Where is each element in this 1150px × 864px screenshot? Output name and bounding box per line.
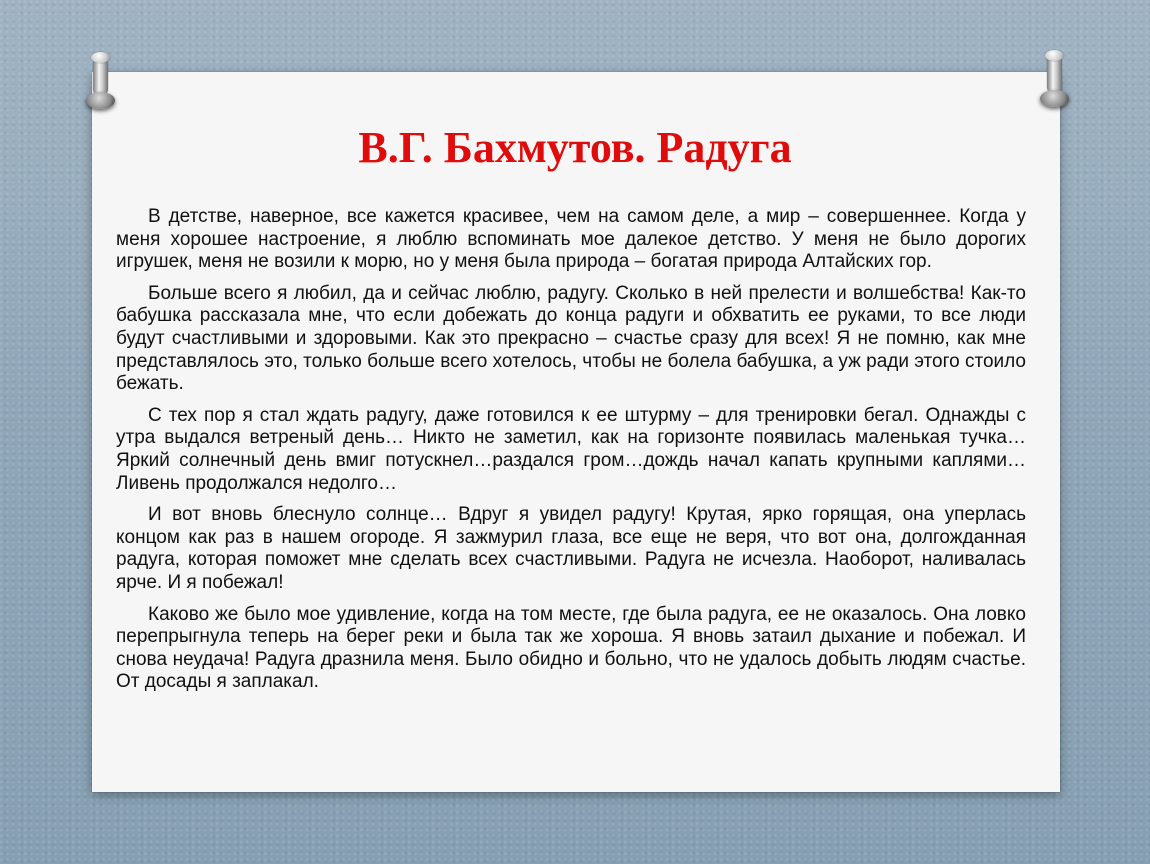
pin-head — [1040, 90, 1069, 107]
paragraph-3: С тех пор я стал ждать радугу, даже готовился к ее штурму – для тренировки бегал. Однажды с утра выдался ветреный день… Никто не заметил, как на горизонте появилась маленькая тучка… Яркий солнечный день вмиг потускнел…раздался гром…дождь начал капать крупными каплями… Ливень продолжался недолго… — [116, 404, 1026, 494]
pin-head — [86, 92, 115, 109]
paragraph-5: Каково же было мое удивление, когда на том месте, где была радуга, ее не оказалось. Она ловко перепрыгнула теперь на берег реки и была так же хороша. Я вновь затаил дыхание и побежал. И снова неудача! Радуга дразнила меня. Было обидно и больно, что не удалось добыть людям счастье. От досады я заплакал. — [116, 603, 1026, 693]
right-pushpin-icon — [1034, 54, 1074, 110]
story-text — [116, 206, 1026, 703]
pin-cap — [1045, 50, 1064, 61]
slide-title: В.Г. Бахмутов. Радуга — [358, 123, 792, 172]
paragraph-1: В детстве, наверное, все кажется красивее, чем на самом деле, а мир – совершеннее. Когда у меня хорошее настроение, я люблю вспоминать мое далекое детство. У меня не было дорогих игрушек, меня не возили к морю, но у меня была природа – богатая природа Алтайских гор. — [116, 206, 1026, 273]
paragraph-4: И вот вновь блеснуло солнце… Вдруг я увидел радугу! Крутая, ярко горящая, она уперлась концом как раз в нашем огороде. Я зажмурил глаза, все еще не веря, что вот она, долгожданная радуга, которая поможет мне сделать всех счастливыми. Радуга не исчезла. Наоборот, наливалась ярче. И я побежал! — [116, 504, 1026, 593]
paragraph-2: Больше всего я любил, да и сейчас люблю, радугу. Сколько в ней прелести и волшебства! Как-то бабушка рассказала мне, что если добежать до конца радуги и обхватить ее руками, то все люди будут счастливыми и здоровыми. Как это прекрасно – счастье сразу для всех! Я не помню, как мне представлялось это, только больше всего хотелось, чтобы не болела бабушка, а уж ради этого стоило бежать. — [116, 282, 1026, 395]
left-pushpin-icon — [80, 56, 120, 112]
pin-cap — [91, 52, 110, 63]
